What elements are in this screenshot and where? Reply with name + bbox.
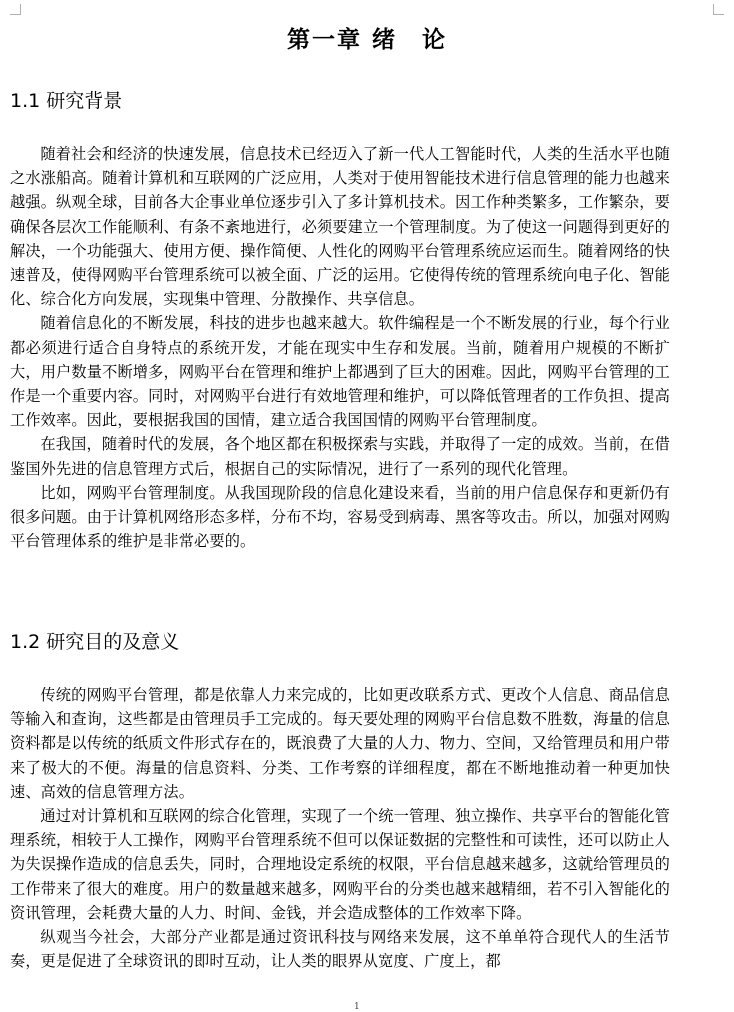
paragraph: 通过对计算机和互联网的综合化管理，实现了一个统一管理、独立操作、共享平台的智能化管理系统，相较于人工操作，网购平台管理系统不但可以保证数据的完整性和可读性，还可以防止人为失误操作造成的信息丢失，同时，合理地设定系统的权限，平台信息越来越多，这就给管理员的工作带来了很大的难度。用户的数量越来越多，网购平台的分类也越来越精细，若不引入智能化的资讯管理，会耗费大量的人力、时间、金钱，并会造成整体的工作效率下降。 — [10, 807, 670, 922]
paragraph: 随着信息化的不断发展，科技的进步也越来越大。软件编程是一个不断发展的行业，每个行业都必须进行适合自身特点的系统开发，才能在现实中生存和发展。当前，随着用户规模的不断扩大，用户数量不断增多，网购平台在管理和维护上都遇到了巨大的困难。因此，网购平台管理的工作是一个重要内容。同时，对网购平台进行有效地管理和维护，可以降低管理者的工作负担、提高工作效率。因此，要根据我国的国情，建立适合我国国情的网购平台管理制度。 — [10, 314, 670, 430]
paragraph: 传统的网购平台管理，都是依靠人力来完成的，比如更改联系方式、更改个人信息、商品信息等输入和查询，这些都是由管理员手工完成的。每天要处理的网购平台信息数不胜数，海量的信息资料都是以传统的纸质文件形式存在的，既浪费了大量的人力、物力、空间，又给管理员和用户带来了极大的不便。海量的信息资料、分类、工作考察的详细程度，都在不断地推动着一种更加快速、高效的信息管理方法。 — [10, 686, 670, 801]
section-title-purpose-significance: 1.2 研究目的及意义 — [10, 631, 180, 653]
page-corner-mark-left — [10, 4, 21, 15]
paragraph: 随着社会和经济的快速发展，信息技术已经迈入了新一代人工智能时代，人类的生活水平也随之水涨船高。随着计算机和互联网的广泛应用，人类对于使用智能技术进行信息管理的能力也越来越强。纵观全球，目前各大企事业单位逐步引入了多计算机技术。因工作种类繁多，工作繁杂，要确保各层次工作能顺利、有条不紊地进行，必须要建立一个管理制度。为了使这一问题得到更好的解决，一个功能强大、使用方便、操作简便、人性化的网购平台管理系统应运而生。随着网络的快速普及，使得网购平台管理系统可以被全面、广泛的运用。它使得传统的管理系统向电子化、智能化、综合化方向发展，实现集中管理、分散操作、共享信息。 — [10, 145, 670, 309]
page-number: 1 — [354, 1002, 360, 1012]
section-body-research-background — [10, 142, 670, 553]
paragraph: 纵观当今社会，大部分产业都是通过资讯科技与网络来发展，这不单单符合现代人的生活节奏，更是促进了全球资讯的即时互动，让人类的眼界从宽度、广度上，都 — [10, 928, 670, 971]
section-body-purpose-significance — [10, 683, 670, 973]
paragraph: 比如，网购平台管理制度。从我国现阶段的信息化建设来看，当前的用户信息保存和更新仍有很多问题。由于计算机网络形态多样，分布不均，容易受到病毒、黑客等攻击。所以，加强对网购平台管理体系的维护是非常必要的。 — [10, 483, 670, 551]
chapter-title: 第一章 绪 论 — [286, 27, 447, 53]
page-corner-mark-right — [713, 4, 724, 15]
section-title-research-background: 1.1 研究背景 — [10, 90, 123, 112]
paragraph: 在我国，随着时代的发展，各个地区都在积极探索与实践，并取得了一定的成效。当前，在借鉴国外先进的信息管理方式后，根据自己的实际情况，进行了一系列的现代化管理。 — [10, 435, 670, 478]
